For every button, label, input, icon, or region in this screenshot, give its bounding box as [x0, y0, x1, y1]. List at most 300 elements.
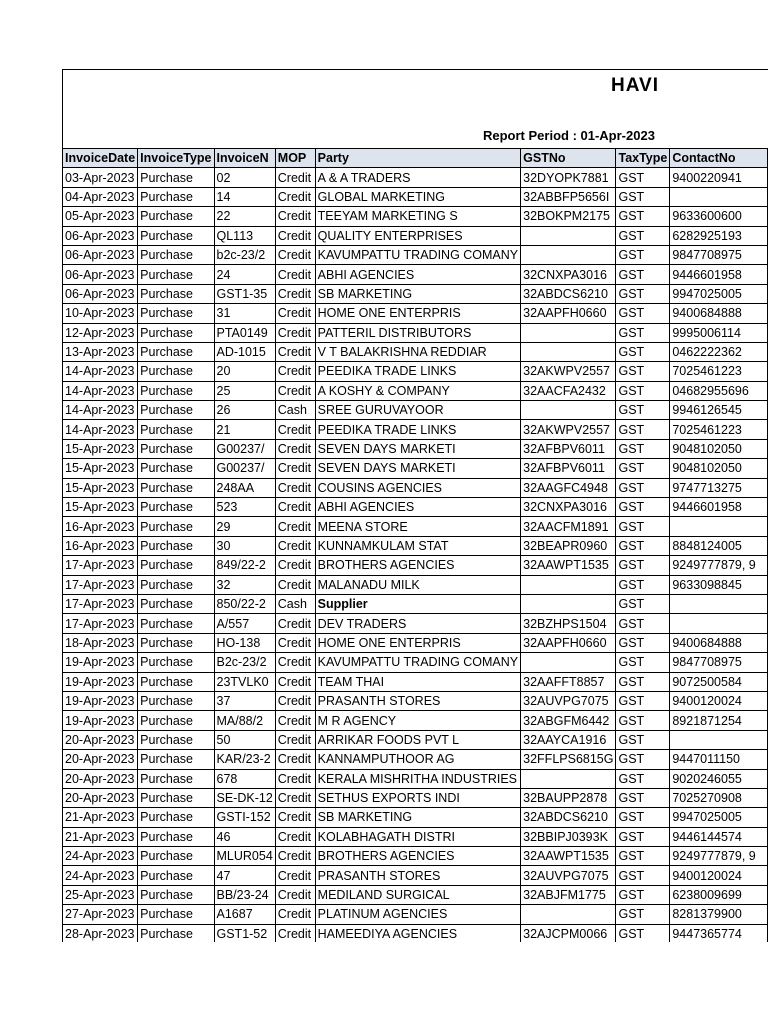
party-cell[interactable]: PRASANTH STORES — [315, 691, 520, 710]
mop-cell[interactable]: Credit — [275, 478, 315, 497]
invoice-type-cell[interactable]: Purchase — [138, 362, 214, 381]
invoice-date-cell[interactable]: 14-Apr-2023 — [63, 362, 138, 381]
invoice-date-cell[interactable]: 27-Apr-2023 — [63, 905, 138, 924]
invoice-type-cell[interactable]: Purchase — [138, 691, 214, 710]
invoice-no-cell[interactable]: G00237/ — [214, 439, 275, 458]
invoice-type-cell[interactable]: Purchase — [138, 750, 214, 769]
invoice-type-cell[interactable]: Purchase — [138, 439, 214, 458]
table-row[interactable] — [63, 691, 768, 710]
party-cell[interactable]: GLOBAL MARKETING — [315, 187, 520, 206]
tax-type-cell[interactable]: GST — [616, 420, 670, 439]
invoice-no-cell[interactable]: QL113 — [214, 226, 275, 245]
mop-cell[interactable]: Credit — [275, 304, 315, 323]
invoice-date-cell[interactable]: 20-Apr-2023 — [63, 769, 138, 788]
invoice-date-cell[interactable]: 15-Apr-2023 — [63, 459, 138, 478]
mop-cell[interactable]: Credit — [275, 769, 315, 788]
invoice-type-cell[interactable]: Purchase — [138, 633, 214, 652]
table-row[interactable] — [63, 866, 768, 885]
contact-no-cell[interactable]: 6282925193 — [670, 226, 768, 245]
contact-no-cell[interactable]: 0462222362 — [670, 342, 768, 361]
mop-cell[interactable]: Credit — [275, 207, 315, 226]
gst-no-cell[interactable] — [521, 323, 616, 342]
mop-cell[interactable]: Credit — [275, 788, 315, 807]
mop-cell[interactable]: Credit — [275, 226, 315, 245]
mop-cell[interactable]: Credit — [275, 556, 315, 575]
party-cell[interactable]: PEEDIKA TRADE LINKS — [315, 420, 520, 439]
tax-type-cell[interactable]: GST — [616, 226, 670, 245]
party-cell[interactable]: V T BALAKRISHNA REDDIAR — [315, 342, 520, 361]
tax-type-cell[interactable]: GST — [616, 304, 670, 323]
contact-no-cell[interactable]: 9633600600 — [670, 207, 768, 226]
tax-type-cell[interactable]: GST — [616, 769, 670, 788]
contact-no-cell[interactable]: 6238009699 — [670, 885, 768, 904]
gst-no-cell[interactable]: 32AJCPM0066 — [521, 924, 616, 942]
tax-type-cell[interactable]: GST — [616, 187, 670, 206]
party-cell[interactable]: ABHI AGENCIES — [315, 265, 520, 284]
invoice-no-cell[interactable]: 22 — [214, 207, 275, 226]
contact-no-cell[interactable] — [670, 594, 768, 613]
invoice-no-cell[interactable]: A1687 — [214, 905, 275, 924]
contact-no-cell[interactable]: 9400120024 — [670, 866, 768, 885]
tax-type-cell[interactable]: GST — [616, 168, 670, 187]
party-cell[interactable]: ABHI AGENCIES — [315, 498, 520, 517]
gst-no-cell[interactable]: 32CNXPA3016 — [521, 265, 616, 284]
invoice-no-cell[interactable]: 849/22-2 — [214, 556, 275, 575]
column-header-invoice-type[interactable]: InvoiceType — [138, 149, 214, 168]
invoice-date-cell[interactable]: 21-Apr-2023 — [63, 827, 138, 846]
table-row[interactable] — [63, 439, 768, 458]
invoice-no-cell[interactable]: HO-138 — [214, 633, 275, 652]
tax-type-cell[interactable]: GST — [616, 284, 670, 303]
invoice-date-cell[interactable]: 28-Apr-2023 — [63, 924, 138, 942]
party-cell[interactable]: PRASANTH STORES — [315, 866, 520, 885]
table-row[interactable] — [63, 788, 768, 807]
invoice-date-cell[interactable]: 17-Apr-2023 — [63, 594, 138, 613]
mop-cell[interactable]: Cash — [275, 594, 315, 613]
contact-no-cell[interactable]: 9400220941 — [670, 168, 768, 187]
tax-type-cell[interactable]: GST — [616, 788, 670, 807]
invoice-date-cell[interactable]: 16-Apr-2023 — [63, 536, 138, 555]
party-cell[interactable]: Supplier — [315, 594, 520, 613]
invoice-type-cell[interactable]: Purchase — [138, 245, 214, 264]
tax-type-cell[interactable]: GST — [616, 575, 670, 594]
invoice-type-cell[interactable]: Purchase — [138, 788, 214, 807]
gst-no-cell[interactable] — [521, 401, 616, 420]
invoice-type-cell[interactable]: Purchase — [138, 653, 214, 672]
tax-type-cell[interactable]: GST — [616, 245, 670, 264]
invoice-type-cell[interactable]: Purchase — [138, 381, 214, 400]
table-row[interactable] — [63, 265, 768, 284]
contact-no-cell[interactable]: 9400684888 — [670, 304, 768, 323]
party-cell[interactable]: SEVEN DAYS MARKETI — [315, 459, 520, 478]
party-cell[interactable]: M R AGENCY — [315, 711, 520, 730]
mop-cell[interactable]: Credit — [275, 381, 315, 400]
gst-no-cell[interactable]: 32AKWPV2557 — [521, 362, 616, 381]
contact-no-cell[interactable]: 9446144574 — [670, 827, 768, 846]
invoice-type-cell[interactable]: Purchase — [138, 478, 214, 497]
invoice-date-cell[interactable]: 12-Apr-2023 — [63, 323, 138, 342]
mop-cell[interactable]: Credit — [275, 575, 315, 594]
invoice-no-cell[interactable]: 32 — [214, 575, 275, 594]
invoice-date-cell[interactable]: 14-Apr-2023 — [63, 420, 138, 439]
gst-no-cell[interactable]: 32ABBFP5656I — [521, 187, 616, 206]
invoice-no-cell[interactable]: 20 — [214, 362, 275, 381]
table-row[interactable] — [63, 420, 768, 439]
mop-cell[interactable]: Credit — [275, 265, 315, 284]
invoice-date-cell[interactable]: 13-Apr-2023 — [63, 342, 138, 361]
mop-cell[interactable]: Credit — [275, 439, 315, 458]
invoice-type-cell[interactable]: Purchase — [138, 498, 214, 517]
party-cell[interactable]: KOLABHAGATH DISTRI — [315, 827, 520, 846]
gst-no-cell[interactable]: 32BEAPR0960 — [521, 536, 616, 555]
invoice-no-cell[interactable]: 47 — [214, 866, 275, 885]
gst-no-cell[interactable] — [521, 905, 616, 924]
invoice-type-cell[interactable]: Purchase — [138, 594, 214, 613]
party-cell[interactable]: SETHUS EXPORTS INDI — [315, 788, 520, 807]
tax-type-cell[interactable]: GST — [616, 633, 670, 652]
contact-no-cell[interactable]: 9446601958 — [670, 498, 768, 517]
gst-no-cell[interactable]: 32AFBPV6011 — [521, 439, 616, 458]
invoice-date-cell[interactable]: 19-Apr-2023 — [63, 653, 138, 672]
column-header-tax-type[interactable]: TaxType — [616, 149, 670, 168]
gst-no-cell[interactable]: 32DYOPK7881 — [521, 168, 616, 187]
table-row[interactable] — [63, 614, 768, 633]
gst-no-cell[interactable] — [521, 769, 616, 788]
invoice-type-cell[interactable]: Purchase — [138, 187, 214, 206]
contact-no-cell[interactable]: 9249777879, 9 — [670, 556, 768, 575]
table-row[interactable] — [63, 730, 768, 749]
gst-no-cell[interactable]: 32AAPFH0660 — [521, 304, 616, 323]
mop-cell[interactable]: Credit — [275, 885, 315, 904]
contact-no-cell[interactable]: 9400120024 — [670, 691, 768, 710]
invoice-type-cell[interactable]: Purchase — [138, 420, 214, 439]
contact-no-cell[interactable] — [670, 730, 768, 749]
table-row[interactable] — [63, 362, 768, 381]
party-cell[interactable]: A & A TRADERS — [315, 168, 520, 187]
table-row[interactable] — [63, 168, 768, 187]
invoice-no-cell[interactable]: 14 — [214, 187, 275, 206]
mop-cell[interactable]: Credit — [275, 342, 315, 361]
party-cell[interactable]: KERALA MISHRITHA INDUSTRIES — [315, 769, 520, 788]
tax-type-cell[interactable]: GST — [616, 536, 670, 555]
party-cell[interactable]: BROTHERS AGENCIES — [315, 847, 520, 866]
gst-no-cell[interactable] — [521, 342, 616, 361]
tax-type-cell[interactable]: GST — [616, 750, 670, 769]
party-cell[interactable]: HOME ONE ENTERPRIS — [315, 633, 520, 652]
gst-no-cell[interactable]: 32AFBPV6011 — [521, 459, 616, 478]
party-cell[interactable]: SREE GURUVAYOOR — [315, 401, 520, 420]
tax-type-cell[interactable]: GST — [616, 439, 670, 458]
invoice-no-cell[interactable]: B2c-23/2 — [214, 653, 275, 672]
gst-no-cell[interactable]: 32BAUPP2878 — [521, 788, 616, 807]
table-row[interactable] — [63, 207, 768, 226]
invoice-no-cell[interactable]: 31 — [214, 304, 275, 323]
invoice-no-cell[interactable]: AD-1015 — [214, 342, 275, 361]
invoice-no-cell[interactable]: 24 — [214, 265, 275, 284]
invoice-no-cell[interactable]: 46 — [214, 827, 275, 846]
table-row[interactable] — [63, 633, 768, 652]
party-cell[interactable]: BROTHERS AGENCIES — [315, 556, 520, 575]
table-row[interactable] — [63, 808, 768, 827]
contact-no-cell[interactable]: 9072500584 — [670, 672, 768, 691]
invoice-type-cell[interactable]: Purchase — [138, 672, 214, 691]
invoice-date-cell[interactable]: 17-Apr-2023 — [63, 575, 138, 594]
party-cell[interactable]: PATTERIL DISTRIBUTORS — [315, 323, 520, 342]
mop-cell[interactable]: Credit — [275, 284, 315, 303]
gst-no-cell[interactable]: 32AKWPV2557 — [521, 420, 616, 439]
gst-no-cell[interactable]: 32AAGFC4948 — [521, 478, 616, 497]
invoice-type-cell[interactable]: Purchase — [138, 575, 214, 594]
mop-cell[interactable]: Credit — [275, 866, 315, 885]
contact-no-cell[interactable]: 9447011150 — [670, 750, 768, 769]
table-row[interactable] — [63, 381, 768, 400]
column-header-contact-no[interactable]: ContactNo — [670, 149, 768, 168]
table-row[interactable] — [63, 304, 768, 323]
table-row[interactable] — [63, 575, 768, 594]
invoice-date-cell[interactable]: 15-Apr-2023 — [63, 478, 138, 497]
mop-cell[interactable]: Credit — [275, 730, 315, 749]
invoice-type-cell[interactable]: Purchase — [138, 304, 214, 323]
tax-type-cell[interactable]: GST — [616, 730, 670, 749]
party-cell[interactable]: ARRIKAR FOODS PVT L — [315, 730, 520, 749]
mop-cell[interactable]: Credit — [275, 633, 315, 652]
invoice-no-cell[interactable]: 29 — [214, 517, 275, 536]
invoice-type-cell[interactable]: Purchase — [138, 769, 214, 788]
column-header-party[interactable]: Party — [315, 149, 520, 168]
column-header-mop[interactable]: MOP — [275, 149, 315, 168]
table-row[interactable] — [63, 594, 768, 613]
invoice-type-cell[interactable]: Purchase — [138, 517, 214, 536]
invoice-no-cell[interactable]: BB/23-24 — [214, 885, 275, 904]
contact-no-cell[interactable]: 8281379900 — [670, 905, 768, 924]
invoice-type-cell[interactable]: Purchase — [138, 168, 214, 187]
contact-no-cell[interactable]: 9048102050 — [670, 459, 768, 478]
column-header-invoice-no[interactable]: InvoiceN — [214, 149, 275, 168]
gst-no-cell[interactable]: 32AAYCA1916 — [521, 730, 616, 749]
gst-no-cell[interactable]: 32BBIPJ0393K — [521, 827, 616, 846]
contact-no-cell[interactable] — [670, 187, 768, 206]
contact-no-cell[interactable]: 04682955696 — [670, 381, 768, 400]
mop-cell[interactable]: Credit — [275, 924, 315, 942]
tax-type-cell[interactable]: GST — [616, 827, 670, 846]
mop-cell[interactable]: Credit — [275, 187, 315, 206]
tax-type-cell[interactable]: GST — [616, 594, 670, 613]
invoice-type-cell[interactable]: Purchase — [138, 614, 214, 633]
mop-cell[interactable]: Credit — [275, 245, 315, 264]
gst-no-cell[interactable]: 32ABDCS6210 — [521, 808, 616, 827]
gst-no-cell[interactable] — [521, 653, 616, 672]
tax-type-cell[interactable]: GST — [616, 207, 670, 226]
tax-type-cell[interactable]: GST — [616, 847, 670, 866]
gst-no-cell[interactable]: 32BZHPS1504 — [521, 614, 616, 633]
invoice-date-cell[interactable]: 18-Apr-2023 — [63, 633, 138, 652]
contact-no-cell[interactable]: 8921871254 — [670, 711, 768, 730]
mop-cell[interactable]: Credit — [275, 827, 315, 846]
party-cell[interactable]: MALANADU MILK — [315, 575, 520, 594]
gst-no-cell[interactable]: 32BOKPM2175 — [521, 207, 616, 226]
invoice-date-cell[interactable]: 14-Apr-2023 — [63, 401, 138, 420]
tax-type-cell[interactable]: GST — [616, 362, 670, 381]
invoice-no-cell[interactable]: 30 — [214, 536, 275, 555]
invoice-date-cell[interactable]: 05-Apr-2023 — [63, 207, 138, 226]
table-row[interactable] — [63, 342, 768, 361]
mop-cell[interactable]: Credit — [275, 517, 315, 536]
tax-type-cell[interactable]: GST — [616, 691, 670, 710]
invoice-no-cell[interactable]: 26 — [214, 401, 275, 420]
party-cell[interactable]: SB MARKETING — [315, 284, 520, 303]
table-row[interactable] — [63, 459, 768, 478]
invoice-no-cell[interactable]: G00237/ — [214, 459, 275, 478]
party-cell[interactable]: COUSINS AGENCIES — [315, 478, 520, 497]
contact-no-cell[interactable] — [670, 614, 768, 633]
invoice-no-cell[interactable]: SE-DK-12 — [214, 788, 275, 807]
invoice-no-cell[interactable]: 850/22-2 — [214, 594, 275, 613]
contact-no-cell[interactable]: 9249777879, 9 — [670, 847, 768, 866]
invoice-type-cell[interactable]: Purchase — [138, 207, 214, 226]
mop-cell[interactable]: Credit — [275, 691, 315, 710]
party-cell[interactable]: MEENA STORE — [315, 517, 520, 536]
table-row[interactable] — [63, 536, 768, 555]
invoice-type-cell[interactable]: Purchase — [138, 342, 214, 361]
contact-no-cell[interactable]: 9633098845 — [670, 575, 768, 594]
gst-no-cell[interactable]: 32AUVPG7075 — [521, 866, 616, 885]
invoice-no-cell[interactable]: 248AA — [214, 478, 275, 497]
contact-no-cell[interactable]: 9947025005 — [670, 284, 768, 303]
invoice-date-cell[interactable]: 19-Apr-2023 — [63, 691, 138, 710]
mop-cell[interactable]: Credit — [275, 323, 315, 342]
table-row[interactable] — [63, 750, 768, 769]
invoice-type-cell[interactable]: Purchase — [138, 459, 214, 478]
tax-type-cell[interactable]: GST — [616, 672, 670, 691]
table-row[interactable] — [63, 323, 768, 342]
invoice-no-cell[interactable]: GSTI-152 — [214, 808, 275, 827]
tax-type-cell[interactable]: GST — [616, 401, 670, 420]
tax-type-cell[interactable]: GST — [616, 498, 670, 517]
table-row[interactable] — [63, 905, 768, 924]
invoice-date-cell[interactable]: 06-Apr-2023 — [63, 265, 138, 284]
contact-no-cell[interactable]: 9400684888 — [670, 633, 768, 652]
contact-no-cell[interactable]: 7025461223 — [670, 420, 768, 439]
mop-cell[interactable]: Credit — [275, 362, 315, 381]
contact-no-cell[interactable]: 8848124005 — [670, 536, 768, 555]
table-row[interactable] — [63, 653, 768, 672]
invoice-date-cell[interactable]: 17-Apr-2023 — [63, 614, 138, 633]
invoice-date-cell[interactable]: 15-Apr-2023 — [63, 439, 138, 458]
invoice-type-cell[interactable]: Purchase — [138, 924, 214, 942]
tax-type-cell[interactable]: GST — [616, 653, 670, 672]
mop-cell[interactable]: Credit — [275, 653, 315, 672]
gst-no-cell[interactable] — [521, 226, 616, 245]
contact-no-cell[interactable]: 7025461223 — [670, 362, 768, 381]
tax-type-cell[interactable]: GST — [616, 556, 670, 575]
gst-no-cell[interactable]: 32AAPFH0660 — [521, 633, 616, 652]
gst-no-cell[interactable]: 32AAFFT8857 — [521, 672, 616, 691]
mop-cell[interactable]: Credit — [275, 750, 315, 769]
gst-no-cell[interactable]: 32AAWPT1535 — [521, 847, 616, 866]
invoice-no-cell[interactable]: 523 — [214, 498, 275, 517]
party-cell[interactable]: KAVUMPATTU TRADING COMANY — [315, 653, 520, 672]
invoice-type-cell[interactable]: Purchase — [138, 401, 214, 420]
party-cell[interactable]: DEV TRADERS — [315, 614, 520, 633]
table-row[interactable] — [63, 284, 768, 303]
invoice-date-cell[interactable]: 15-Apr-2023 — [63, 498, 138, 517]
invoice-type-cell[interactable]: Purchase — [138, 808, 214, 827]
invoice-date-cell[interactable]: 10-Apr-2023 — [63, 304, 138, 323]
invoice-type-cell[interactable]: Purchase — [138, 730, 214, 749]
invoice-date-cell[interactable]: 04-Apr-2023 — [63, 187, 138, 206]
invoice-no-cell[interactable]: 23TVLK0 — [214, 672, 275, 691]
invoice-date-cell[interactable]: 06-Apr-2023 — [63, 284, 138, 303]
column-header-invoice-date[interactable]: InvoiceDate — [63, 149, 138, 168]
table-row[interactable] — [63, 924, 768, 942]
invoice-no-cell[interactable]: PTA0149 — [214, 323, 275, 342]
invoice-date-cell[interactable]: 06-Apr-2023 — [63, 226, 138, 245]
mop-cell[interactable]: Credit — [275, 905, 315, 924]
invoice-type-cell[interactable]: Purchase — [138, 905, 214, 924]
invoice-no-cell[interactable]: 21 — [214, 420, 275, 439]
tax-type-cell[interactable]: GST — [616, 381, 670, 400]
gst-no-cell[interactable]: 32ABDCS6210 — [521, 284, 616, 303]
tax-type-cell[interactable]: GST — [616, 808, 670, 827]
contact-no-cell[interactable]: 9447365774 — [670, 924, 768, 942]
table-row[interactable] — [63, 672, 768, 691]
mop-cell[interactable]: Credit — [275, 847, 315, 866]
gst-no-cell[interactable] — [521, 594, 616, 613]
table-row[interactable] — [63, 847, 768, 866]
tax-type-cell[interactable]: GST — [616, 265, 670, 284]
contact-no-cell[interactable]: 9048102050 — [670, 439, 768, 458]
table-row[interactable] — [63, 885, 768, 904]
contact-no-cell[interactable]: 9020246055 — [670, 769, 768, 788]
gst-no-cell[interactable]: 32ABJFM1775 — [521, 885, 616, 904]
contact-no-cell[interactable]: 9847708975 — [670, 245, 768, 264]
contact-no-cell[interactable] — [670, 517, 768, 536]
invoice-type-cell[interactable]: Purchase — [138, 711, 214, 730]
tax-type-cell[interactable]: GST — [616, 614, 670, 633]
table-row[interactable] — [63, 226, 768, 245]
table-row[interactable] — [63, 478, 768, 497]
invoice-date-cell[interactable]: 17-Apr-2023 — [63, 556, 138, 575]
invoice-type-cell[interactable]: Purchase — [138, 556, 214, 575]
party-cell[interactable]: HAMEEDIYA AGENCIES — [315, 924, 520, 942]
mop-cell[interactable]: Credit — [275, 711, 315, 730]
invoice-no-cell[interactable]: GST1-52 — [214, 924, 275, 942]
party-cell[interactable]: A KOSHY & COMPANY — [315, 381, 520, 400]
invoice-no-cell[interactable]: 50 — [214, 730, 275, 749]
invoice-type-cell[interactable]: Purchase — [138, 323, 214, 342]
table-row[interactable] — [63, 401, 768, 420]
party-cell[interactable]: KAVUMPATTU TRADING COMANY — [315, 245, 520, 264]
tax-type-cell[interactable]: GST — [616, 342, 670, 361]
tax-type-cell[interactable]: GST — [616, 924, 670, 942]
tax-type-cell[interactable]: GST — [616, 905, 670, 924]
column-header-gst-no[interactable]: GSTNo — [521, 149, 616, 168]
mop-cell[interactable]: Credit — [275, 536, 315, 555]
party-cell[interactable]: KUNNAMKULAM STAT — [315, 536, 520, 555]
tax-type-cell[interactable]: GST — [616, 517, 670, 536]
invoice-no-cell[interactable]: KAR/23-2 — [214, 750, 275, 769]
invoice-no-cell[interactable]: 678 — [214, 769, 275, 788]
mop-cell[interactable]: Cash — [275, 401, 315, 420]
mop-cell[interactable]: Credit — [275, 459, 315, 478]
table-row[interactable] — [63, 711, 768, 730]
invoice-type-cell[interactable]: Purchase — [138, 827, 214, 846]
invoice-date-cell[interactable]: 06-Apr-2023 — [63, 245, 138, 264]
invoice-no-cell[interactable]: b2c-23/2 — [214, 245, 275, 264]
invoice-type-cell[interactable]: Purchase — [138, 226, 214, 245]
gst-no-cell[interactable]: 32ABGFM6442 — [521, 711, 616, 730]
tax-type-cell[interactable]: GST — [616, 711, 670, 730]
